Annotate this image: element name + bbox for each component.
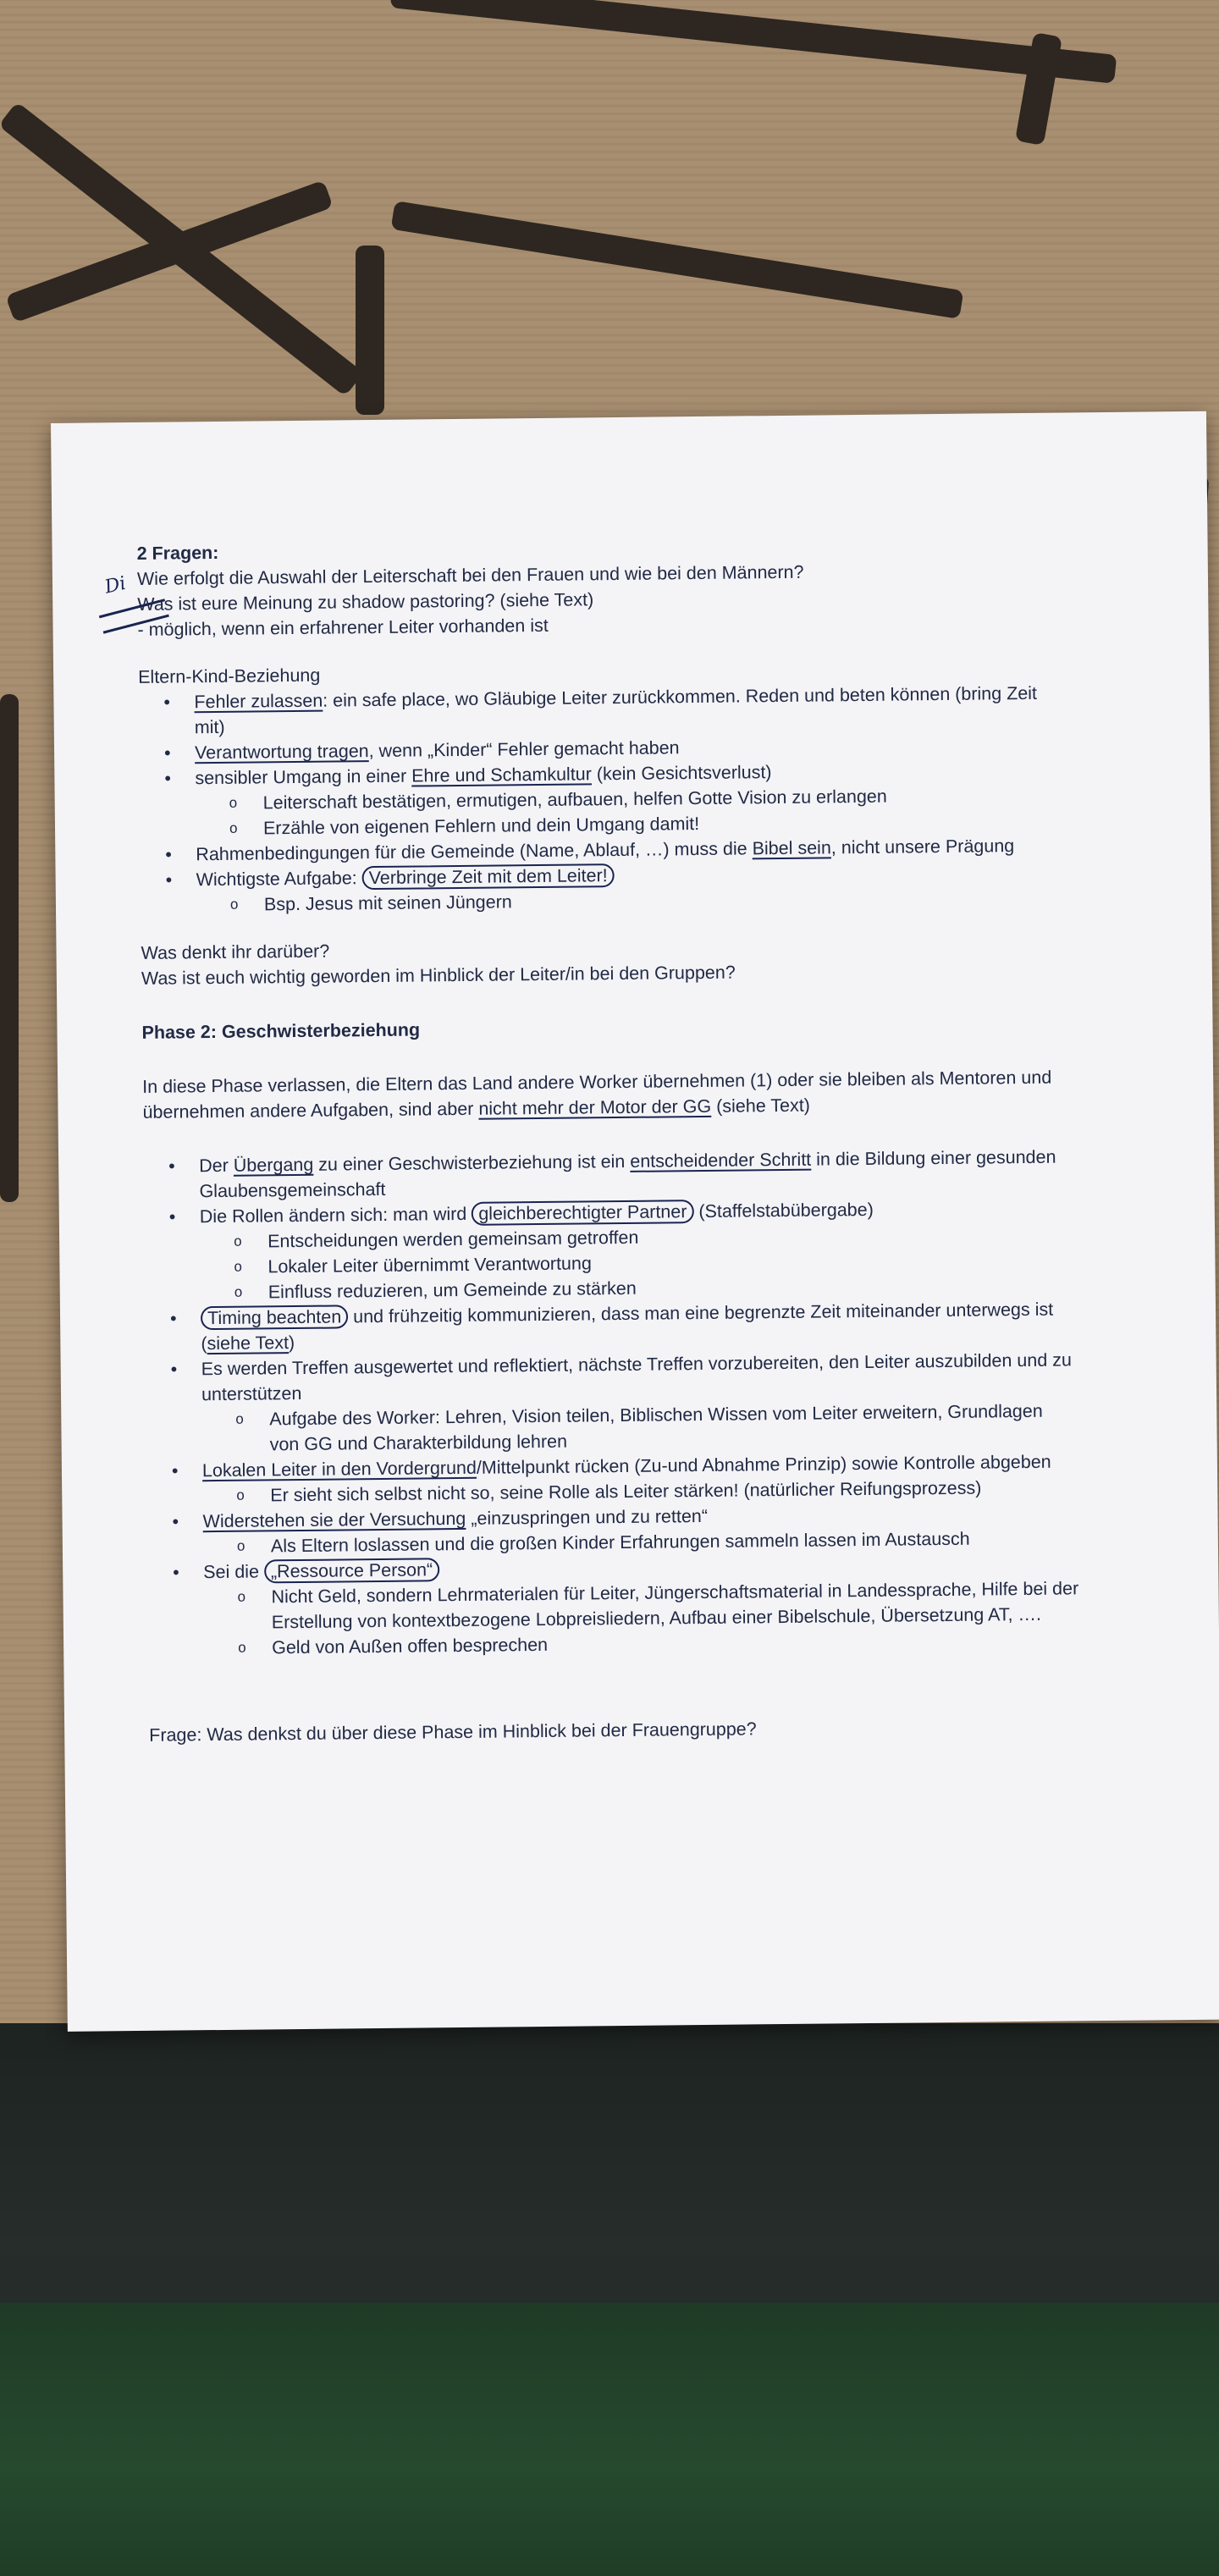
geschwister-list (143, 1144, 1079, 1661)
rug-pattern-stripe (356, 245, 384, 415)
section-heading-eltern-kind: Eltern-Kind-Beziehung (138, 665, 321, 687)
sub-list (203, 1575, 1079, 1661)
sub-list-item: o Aufgabe des Worker: Lehren, Vision teilen, Biblischen Wissen vom Leiter erweitern, Grundlagen von GG und Charakterbildung lehren (201, 1398, 1078, 1458)
question-line: Was denkt ihr darüber? (141, 940, 330, 963)
sub-list (196, 781, 1072, 841)
underlined-text: Bibel sein (752, 837, 831, 859)
text: : ein safe place, wo Gläubige Leiter zurückkommen. Reden und beten können (bring Zeit mit) (194, 682, 1038, 738)
sub-list-item: o Er sieht sich selbst nicht so, seine Rolle als Leiter stärken! (natürlicher Reifungsprozess) (202, 1474, 1078, 1509)
list-item (141, 858, 1073, 918)
circled-text: Timing beachten (201, 1305, 348, 1330)
text: Die Rollen ändern sich: man wird (199, 1203, 472, 1227)
text: /Mittelpunkt rücken (Zu-und Abnahme Prinzip) sowie Kontrolle abgeben (476, 1451, 1051, 1478)
final-question: Frage: Was denkst du über diese Phase im Hinblick bei der Frauengruppe? (149, 1718, 757, 1746)
sub-list-item: o Erzähle von eigenen Fehlern und dein Umgang damit! (196, 807, 1071, 841)
rug-pattern-stripe (0, 694, 19, 1202)
list-item (139, 756, 1071, 842)
text: zu einer Geschwisterbeziehung ist ein (313, 1150, 631, 1175)
sub-list-item: o Als Eltern loslassen und die großen Kinder Erfahrungen sammeln lassen im Austausch (203, 1525, 1078, 1559)
text: , nicht unsere Prägung (830, 836, 1015, 858)
rug-pattern-stripe (390, 0, 1117, 84)
circled-text: Verbringe Zeit mit dem Leiter! (361, 863, 614, 890)
underlined-text: Widerstehen sie der Versuchung (202, 1508, 466, 1532)
phase2-heading: Phase 2: Geschwisterbeziehung (141, 1019, 421, 1043)
underlined-text: Verantwortung tragen (194, 741, 369, 764)
text: (Staffelstabübergabe) (693, 1199, 874, 1222)
text: in die Bildung einer gesunden Glaubensgemeinschaft (199, 1146, 1056, 1202)
sub-list-item: o Leiterschaft bestätigen, ermutigen, aufbauen, helfen Gotte Vision zu erlangen (196, 781, 1071, 816)
list-item (144, 1194, 1076, 1306)
underlined-text: nicht mehr der Motor der GG (478, 1095, 712, 1119)
question-line: Was ist euch wichtig geworden im Hinblick der Leiter/in bei den Gruppen? (141, 962, 736, 989)
text: (siehe Text) (711, 1095, 811, 1117)
underlined-text: Lokalen Leiter in den Vordergrund (201, 1457, 477, 1481)
text: Sei die (203, 1561, 265, 1583)
answer-note-line: - möglich, wenn ein erfahrener Leiter vorhanden ist (137, 615, 549, 640)
rug-pattern-stripe (391, 201, 964, 319)
sub-list (200, 1220, 1076, 1305)
underlined-text: entscheidender Schritt (630, 1149, 812, 1172)
underlined-text: siehe Text (207, 1332, 290, 1354)
text: Der (199, 1155, 234, 1177)
handwritten-margin-note: Di (102, 572, 129, 598)
text: Wichtigste Aufgabe: (196, 868, 362, 891)
rug-pattern-stripe (5, 180, 334, 323)
paper-sheet (51, 411, 1219, 2032)
sub-list (201, 1398, 1078, 1458)
circled-text: gleichberechtigter Partner (472, 1200, 693, 1226)
list-item (146, 1347, 1078, 1459)
list-item (147, 1550, 1079, 1662)
text: sensibler Umgang in einer (195, 765, 412, 789)
text: Rahmenbedingungen für die Gemeinde (Name, Ablauf, …) muss die (196, 838, 753, 865)
sub-list-item: o Lokaler Leiter übernimmt Verantwortung (200, 1245, 1075, 1280)
text: und frühzeitig kommunizieren, dass man eine begrenzte Zeit miteinander unterwegs ist ( (201, 1299, 1054, 1354)
sub-list-item: o Einfluss reduzieren, um Gemeinde zu stärken (201, 1271, 1076, 1305)
circled-text: „Ressource Person“ (264, 1558, 439, 1583)
sub-list-item: o Geld von Außen offen besprechen (204, 1626, 1079, 1661)
question-line: Was ist eure Meinung zu shadow pastoring? (siehe Text) (137, 589, 594, 615)
sub-list-item: o Nicht Geld, sondern Lehrmaterialen für Leiter, Jüngerschaftsmaterial in Landessprache, Hilfe bei der Erstellung von kontextbezogene Lobpreisliedern, Aufbau einer Bibelschule, Übersetzung AT, …. (203, 1575, 1079, 1636)
text: ) (288, 1332, 295, 1354)
text: „einzuspringen und zu retten“ (466, 1505, 709, 1529)
text: In diese Phase verlassen, die Eltern das Land andere Worker übernehmen (1) oder sie bleiben als Mentoren und übernehmen andere Aufgaben, sind aber (142, 1067, 1052, 1123)
underlined-text: Übergang (233, 1154, 314, 1176)
underlined-text: Ehre und Schamkultur (411, 764, 592, 786)
text: (kein Gesichtsverlust) (591, 762, 772, 785)
text: , wenn „Kinder“ Fehler gemacht haben (368, 737, 680, 762)
eltern-kind-list (138, 680, 1072, 918)
document-content (102, 531, 1080, 1747)
sub-list-item: o Entscheidungen werden gemeinsam getroffen (200, 1220, 1075, 1255)
sub-list-item: o Bsp. Jesus mit seinen Jüngern (196, 883, 1072, 918)
questions-header: 2 Fragen: (136, 542, 219, 564)
green-fabric-background (0, 2303, 1219, 2576)
underlined-text: Fehler zulassen (194, 690, 323, 713)
text: Es werden Treffen ausgewertet und reflektiert, nächste Treffen vorzubereiten, den Leiter auszubilden und zu unterstützen (201, 1349, 1073, 1405)
question-line: Wie erfolgt die Auswahl der Leiterschaft bei den Frauen und wie bei den Männern? (136, 561, 804, 589)
